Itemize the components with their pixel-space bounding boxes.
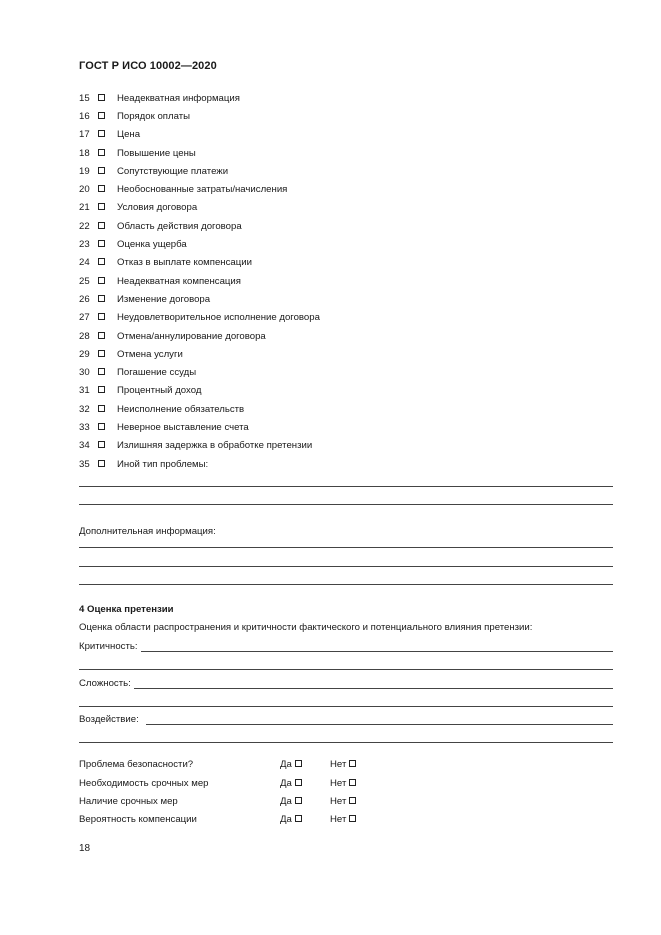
checkbox[interactable] — [98, 441, 105, 448]
document-header: ГОСТ Р ИСО 10002—2020 — [79, 60, 217, 72]
checkbox[interactable] — [98, 423, 105, 430]
item-number: 18 — [79, 148, 90, 159]
checkbox[interactable] — [295, 797, 302, 804]
item-label: Цена — [117, 129, 141, 140]
item-label: Повышение цены — [117, 148, 196, 159]
checkbox[interactable] — [98, 185, 105, 192]
list-item[interactable] — [79, 183, 288, 197]
checkbox[interactable] — [98, 112, 105, 119]
item-number: 15 — [79, 93, 90, 104]
checkbox[interactable] — [98, 460, 105, 467]
item-number: 20 — [79, 184, 90, 195]
checkbox[interactable] — [98, 149, 105, 156]
item-label: Неудовлетворительное исполнение договора — [117, 312, 320, 323]
list-item[interactable] — [79, 330, 266, 344]
item-label: Сопутствующие платежи — [117, 166, 229, 177]
item-label: Отказ в выплате компенсации — [117, 257, 252, 268]
checkbox[interactable] — [349, 797, 356, 804]
criticality-label: Критичность: — [79, 641, 138, 652]
item-number: 30 — [79, 367, 90, 378]
complexity-line[interactable] — [79, 706, 613, 707]
item-label: Изменение договора — [117, 294, 211, 305]
item-label: Процентный доход — [117, 385, 202, 396]
criticality-line[interactable] — [79, 669, 613, 670]
checkbox[interactable] — [98, 277, 105, 284]
yes-option[interactable]: Да — [280, 758, 302, 772]
additional-info-line[interactable] — [79, 547, 613, 548]
item-number: 21 — [79, 202, 90, 213]
item-label: Отмена/аннулирование договора — [117, 331, 266, 342]
question-label: Необходимость срочных мер — [79, 778, 209, 789]
item-number: 28 — [79, 331, 90, 342]
checkbox[interactable] — [98, 368, 105, 375]
list-item[interactable] — [79, 293, 211, 307]
checkbox[interactable] — [98, 295, 105, 302]
item-number: 31 — [79, 385, 90, 396]
list-item[interactable] — [79, 147, 196, 161]
item-label: Неадекватная компенсация — [117, 276, 241, 287]
item-number: 32 — [79, 404, 90, 415]
checkbox[interactable] — [295, 779, 302, 786]
item-label: Условия договора — [117, 202, 198, 213]
checkbox[interactable] — [98, 240, 105, 247]
list-item[interactable] — [79, 238, 187, 252]
item-number: 27 — [79, 312, 90, 323]
complexity-field[interactable] — [134, 688, 613, 689]
item-label: Неверное выставление счета — [117, 422, 249, 433]
list-item[interactable] — [79, 311, 320, 325]
list-item[interactable] — [79, 256, 252, 270]
section-intro: Оценка области распространения и критичности фактического и потенциального влияния претензии: — [79, 622, 533, 633]
item-number: 25 — [79, 276, 90, 287]
criticality-field[interactable] — [141, 651, 613, 652]
checkbox[interactable] — [98, 94, 105, 101]
list-item[interactable] — [79, 421, 249, 435]
checkbox[interactable] — [295, 815, 302, 822]
checkbox[interactable] — [295, 760, 302, 767]
checkbox[interactable] — [349, 760, 356, 767]
checkbox[interactable] — [98, 203, 105, 210]
question-label: Наличие срочных мер — [79, 796, 178, 807]
no-option[interactable]: Нет — [330, 777, 356, 791]
question-label: Вероятность компенсации — [79, 814, 197, 825]
impact-field[interactable] — [146, 724, 613, 725]
item-number: 23 — [79, 239, 90, 250]
yes-option[interactable]: Да — [280, 777, 302, 791]
checkbox[interactable] — [349, 815, 356, 822]
item-label: Необоснованные затраты/начисления — [117, 184, 288, 195]
question-label: Проблема безопасности? — [79, 759, 194, 770]
checkbox[interactable] — [98, 222, 105, 229]
list-item[interactable] — [79, 403, 245, 417]
checkbox[interactable] — [98, 386, 105, 393]
additional-info-line[interactable] — [79, 584, 613, 585]
list-item[interactable] — [79, 366, 197, 380]
list-item[interactable] — [79, 275, 241, 289]
yes-option[interactable]: Да — [280, 795, 302, 809]
item-label: Оценка ущерба — [117, 239, 187, 250]
item-label: Погашение ссуды — [117, 367, 197, 378]
no-option[interactable]: Нет — [330, 813, 356, 827]
item-label: Порядок оплаты — [117, 111, 190, 122]
item-label: Неисполнение обязательств — [117, 404, 245, 415]
checkbox[interactable] — [98, 332, 105, 339]
list-item[interactable] — [79, 384, 202, 398]
list-item[interactable] — [79, 348, 183, 362]
complexity-label: Сложность: — [79, 678, 131, 689]
checkbox[interactable] — [98, 167, 105, 174]
item-number: 34 — [79, 440, 90, 451]
item-number: 26 — [79, 294, 90, 305]
item-number: 33 — [79, 422, 90, 433]
checkbox[interactable] — [98, 350, 105, 357]
impact-line[interactable] — [79, 742, 613, 743]
item-label: Излишняя задержка в обработке претензии — [117, 440, 313, 451]
list-item[interactable] — [79, 92, 240, 106]
other-problem-line[interactable] — [79, 486, 613, 487]
impact-label: Воздействие: — [79, 714, 139, 725]
item-number: 16 — [79, 111, 90, 122]
list-item[interactable] — [79, 110, 190, 124]
no-option[interactable]: Нет — [330, 795, 356, 809]
checkbox[interactable] — [349, 779, 356, 786]
list-item[interactable] — [79, 128, 141, 142]
checkbox[interactable] — [98, 130, 105, 137]
item-number: 22 — [79, 221, 90, 232]
other-problem-line[interactable] — [79, 504, 613, 505]
list-item[interactable] — [79, 201, 198, 215]
item-label: Неадекватная информация — [117, 93, 240, 104]
item-label: Иной тип проблемы: — [117, 459, 209, 470]
item-number: 35 — [79, 459, 90, 470]
list-item[interactable] — [79, 220, 242, 234]
item-label: Область действия договора — [117, 221, 242, 232]
item-label: Отмена услуги — [117, 349, 183, 360]
item-number: 29 — [79, 349, 90, 360]
page-number: 18 — [79, 843, 91, 854]
no-option[interactable]: Нет — [330, 758, 356, 772]
section-title: 4 Оценка претензии — [79, 604, 174, 615]
list-item[interactable] — [79, 458, 209, 472]
checkbox[interactable] — [98, 405, 105, 412]
checkbox[interactable] — [98, 313, 105, 320]
yes-option[interactable]: Да — [280, 813, 302, 827]
additional-info-label: Дополнительная информация: — [79, 526, 216, 537]
list-item[interactable] — [79, 439, 313, 453]
item-number: 24 — [79, 257, 90, 268]
additional-info-line[interactable] — [79, 566, 613, 567]
item-number: 19 — [79, 166, 90, 177]
item-number: 17 — [79, 129, 90, 140]
checkbox[interactable] — [98, 258, 105, 265]
list-item[interactable] — [79, 165, 229, 179]
